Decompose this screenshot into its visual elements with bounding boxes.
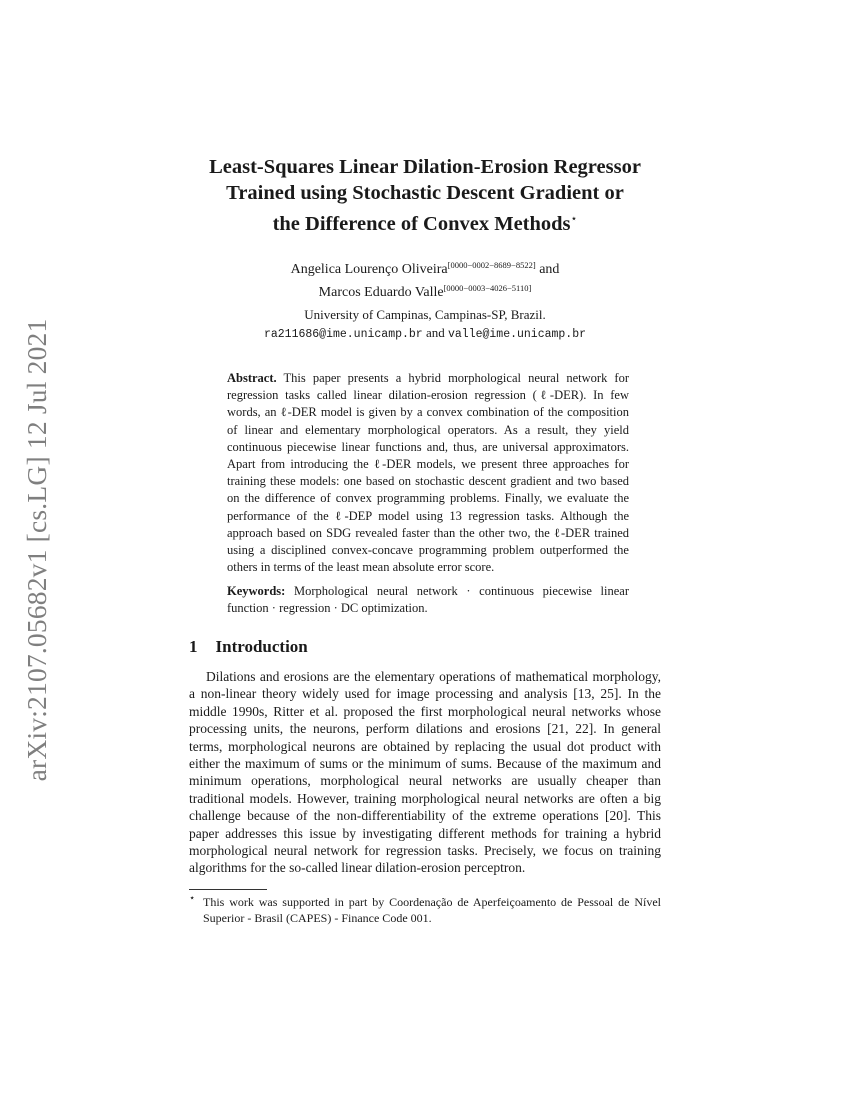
- author-name: Angelica Lourenço Oliveira: [290, 262, 448, 277]
- email-address: ra211686@ime.unicamp.br: [263, 328, 423, 341]
- orcid-id: [0000−0003−4026−5110]: [443, 283, 532, 293]
- title-line-2: Trained using Stochastic Descent Gradient or: [226, 182, 624, 204]
- footnote-text: This work was supported in part by Coordenação de Aperfeiçoamento de Pessoal de Nível Superior - Brasil (CAPES) - Finance Code 001.: [203, 895, 661, 925]
- section-number: 1: [189, 637, 198, 656]
- email-line: [150, 324, 700, 344]
- footnote-mark: ⋆: [189, 893, 196, 904]
- keywords: [227, 583, 629, 617]
- section-title: Introduction: [215, 637, 308, 656]
- footnote-divider: [189, 889, 267, 890]
- affiliation: [150, 306, 700, 344]
- paper-title: [150, 154, 700, 237]
- author-list: [150, 256, 700, 302]
- abstract: [227, 370, 629, 576]
- abstract-text: This paper presents a hybrid morphological neural network for regression tasks called linear dilation-erosion regression (ℓ-DER). In few words, an ℓ-DER model is given by a convex combination of the composition of linear and elementary morphological operators. As a result, they yield continuous piecewise linear functions and, thus, are universal approximators. Apart from introducing the ℓ-DER models, we present three approaches for training these models: one based on stochastic descent gradient and two based on the difference of convex programming problems. Finally, we evaluate the performance of the ℓ-DEP model using 13 regression tasks. Although the approach based on SDG revealed faster than the other two, the ℓ-DER trained using a disciplined convex-concave programming problem outperformed the others in terms of the least mean absolute error score.: [227, 371, 630, 575]
- author-conjunction: and: [539, 262, 560, 277]
- author-line-2: [150, 279, 700, 302]
- section-heading: [189, 637, 308, 657]
- keywords-text: Morphological neural network · continuous piecewise linear function · regression · DC optimization.: [227, 584, 629, 616]
- orcid-id: [0000−0002−8689−8522]: [447, 260, 536, 270]
- email-conjunction: and: [425, 325, 445, 340]
- author-name: Marcos Eduardo Valle: [318, 285, 444, 300]
- title-line-3: [150, 206, 700, 237]
- institution: University of Campinas, Campinas-SP, Brazil.: [304, 307, 546, 322]
- author-line-1: [150, 256, 700, 279]
- abstract-label: Abstract.: [227, 371, 277, 385]
- email-address: valle@ime.unicamp.br: [447, 328, 587, 341]
- introduction-paragraph: Dilations and erosions are the elementary operations of mathematical morphology, a non-linear theory widely used for image processing and analysis [13, 25]. In the middle 1990s, Ritter et al. proposed the first morphological neural networks whose processing units, the neurons, perform dilations and erosions [21, 22]. In general terms, morphological neurons are obtained by replacing the usual dot product with either the maximum of sums or the minimum of sums. Because of the maximum and minimum operations, morphological neural networks are usually cheaper than traditional models. However, training morphological neural networks are often a big challenge because of the non-differentiability of the extreme operations [20]. This paper addresses this issue by investigating different methods for training a hybrid morphological neural network for regression tasks. Precisely, we focus on training algorithms for the so-called linear dilation-erosion perceptron.: [189, 669, 661, 876]
- title-footnote-mark: ⋆: [570, 213, 578, 225]
- keywords-label: Keywords:: [227, 584, 286, 598]
- title-line-3-text: the Difference of Convex Methods: [272, 213, 571, 235]
- arxiv-identifier: arXiv:2107.05682v1 [cs.LG] 12 Jul 2021: [21, 318, 52, 782]
- title-line-1: Least-Squares Linear Dilation-Erosion Regressor: [209, 156, 641, 178]
- footnote: [189, 894, 661, 926]
